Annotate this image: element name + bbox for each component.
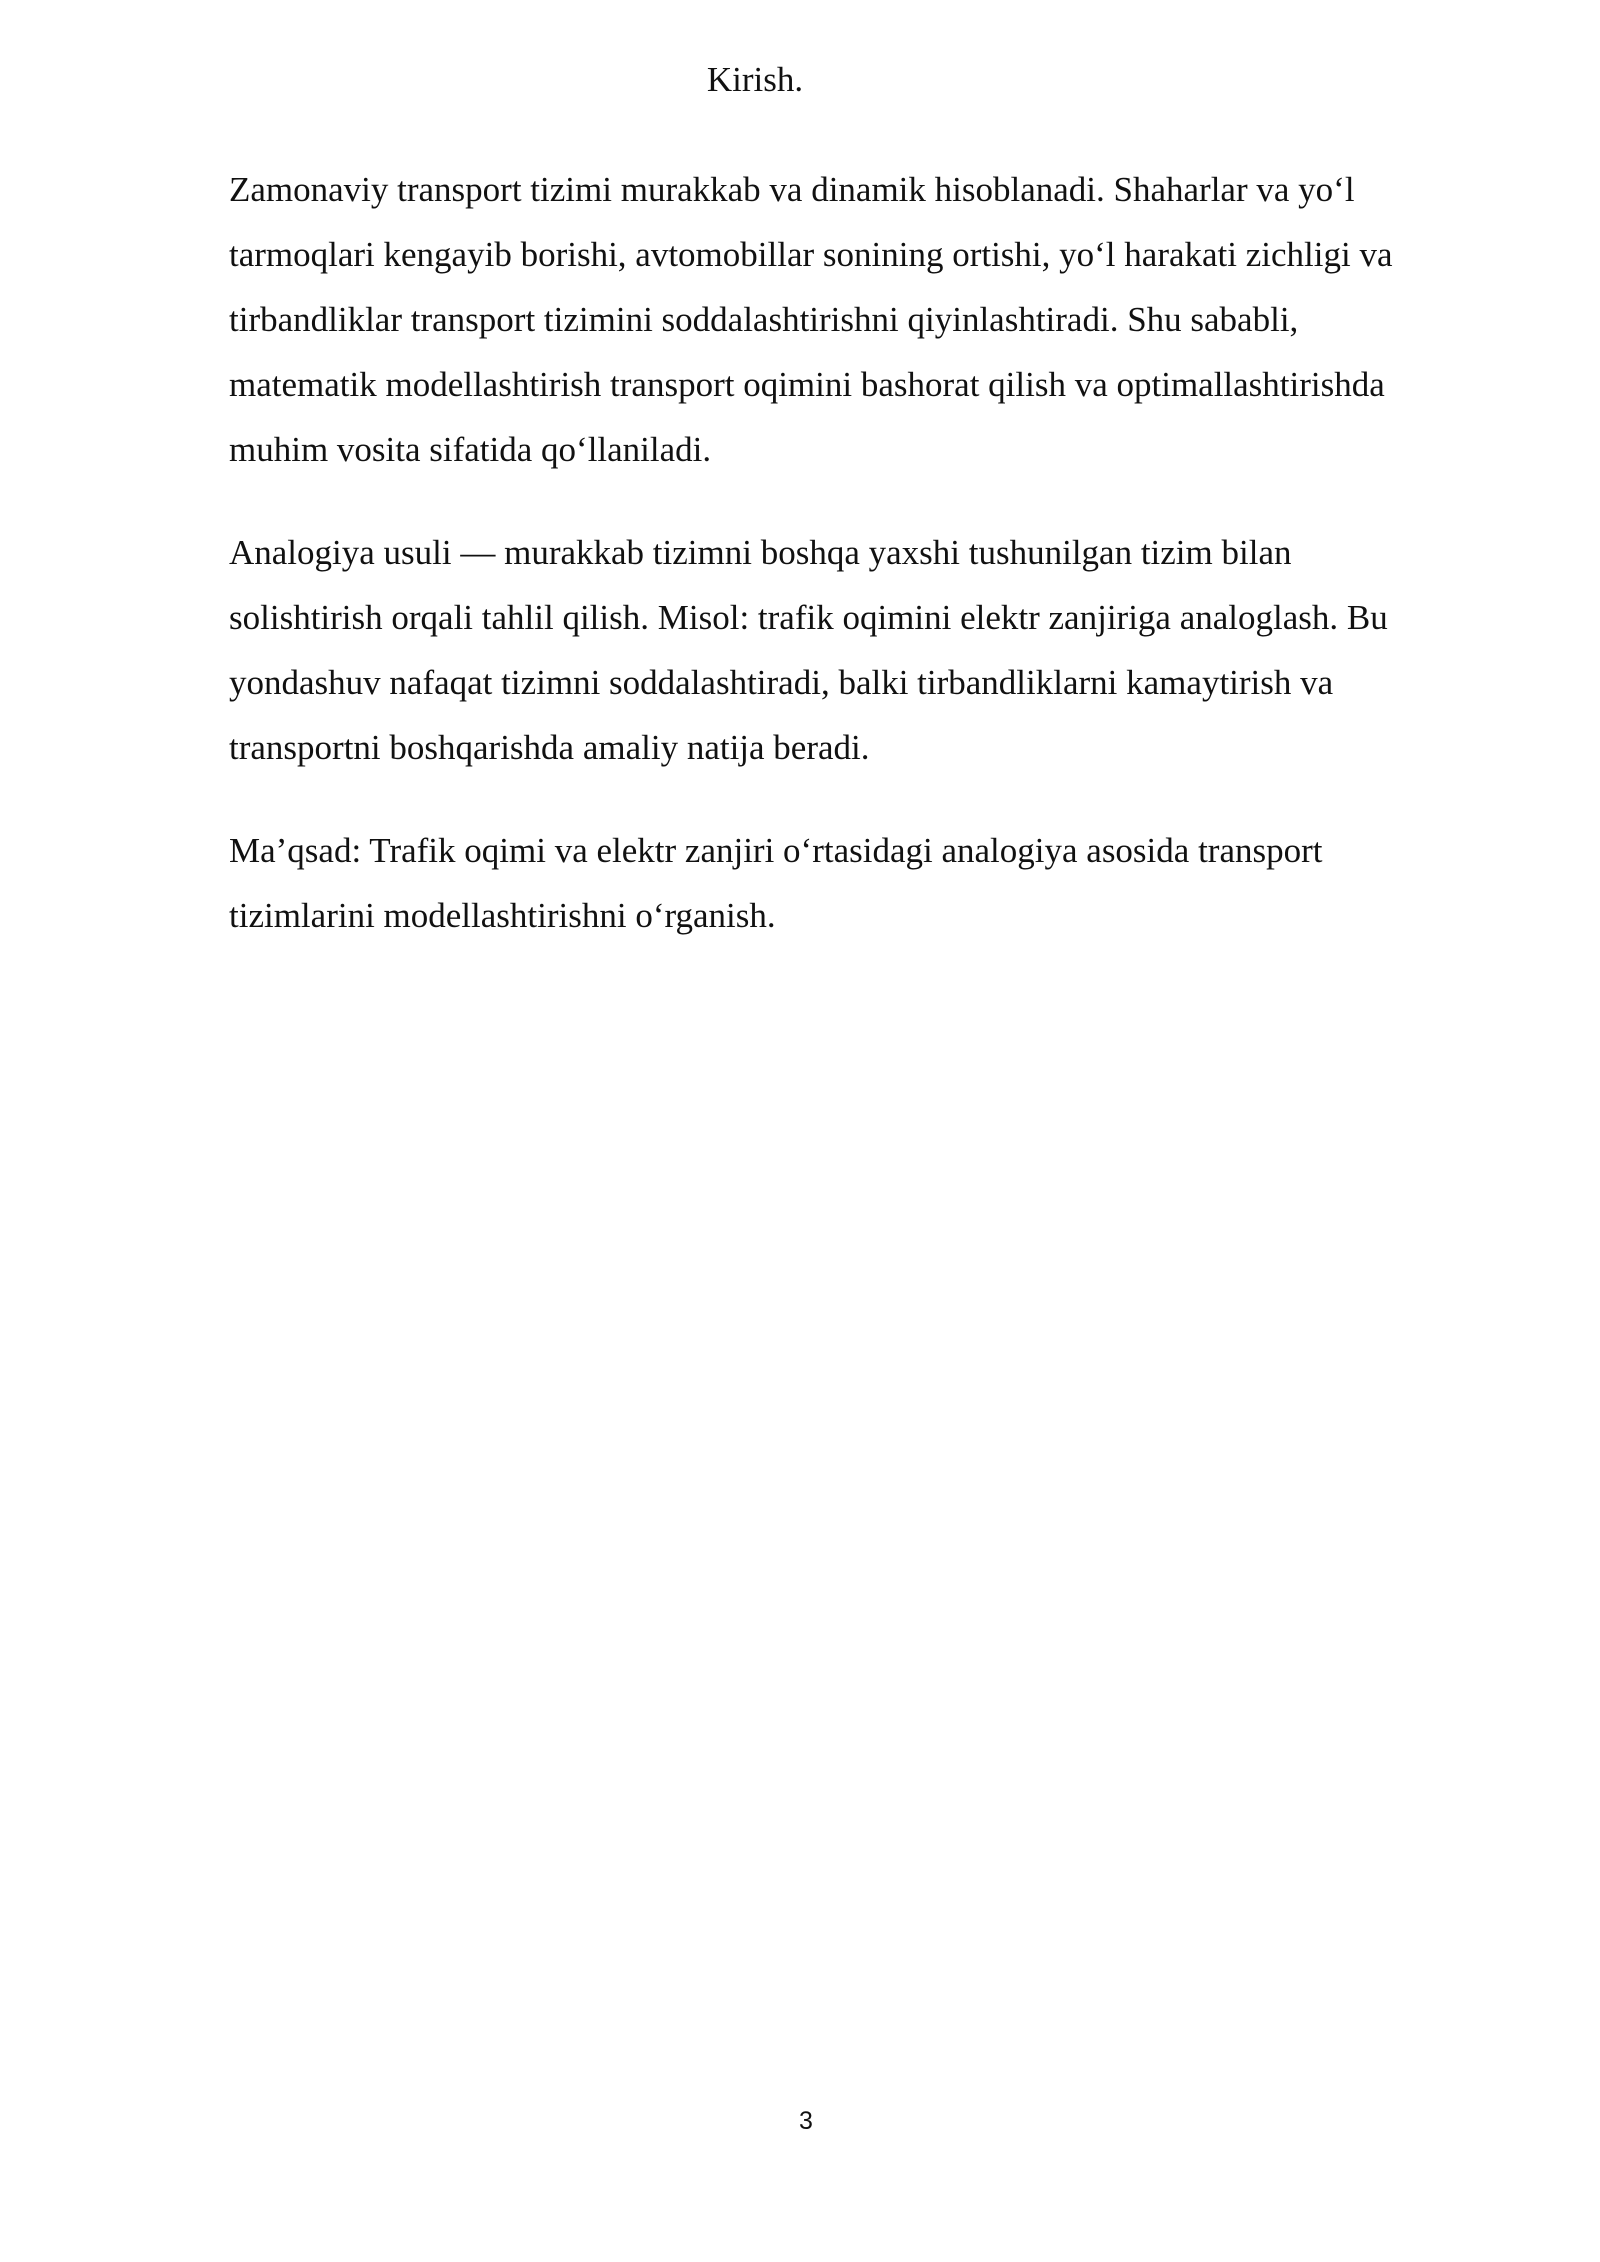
page-number: 3 [799,2107,813,2135]
paragraph-goal: Ma’qsad: Trafik oqimi va elektr zanjiri o‘rtasidagi analogiya asosida transport tizimlarini modellashtirishni o‘rganish. [229,831,1323,935]
page-title: Kirish. [706,60,804,99]
body-text [229,157,1529,986]
paragraph-introduction: Zamonaviy transport tizimi murakkab va dinamik hisoblanadi. Shaharlar va yo‘l tarmoqlari kengayib borishi, avtomobillar sonining ortishi, yo‘l harakati zichligi va tirbandliklar transport tizimini soddalashtirishni qiyinlashtiradi. Shu sababli, matematik modellashtirish transport oqimini bashorat qilish va optimallashtirishda muhim vosita sifatida qo‘llaniladi. [229,170,1393,469]
paragraph-analogy-method: Analogiya usuli — murakkab tizimni boshqa yaxshi tushunilgan tizim bilan solishtirish orqali tahlil qilish. Misol: trafik oqimini elektr zanjiriga analoglash. Bu yondashuv nafaqat tizimni soddalashtiradi, balki tirbandliklarni kamaytirish va transportni boshqarishda amaliy natija beradi. [229,533,1388,767]
